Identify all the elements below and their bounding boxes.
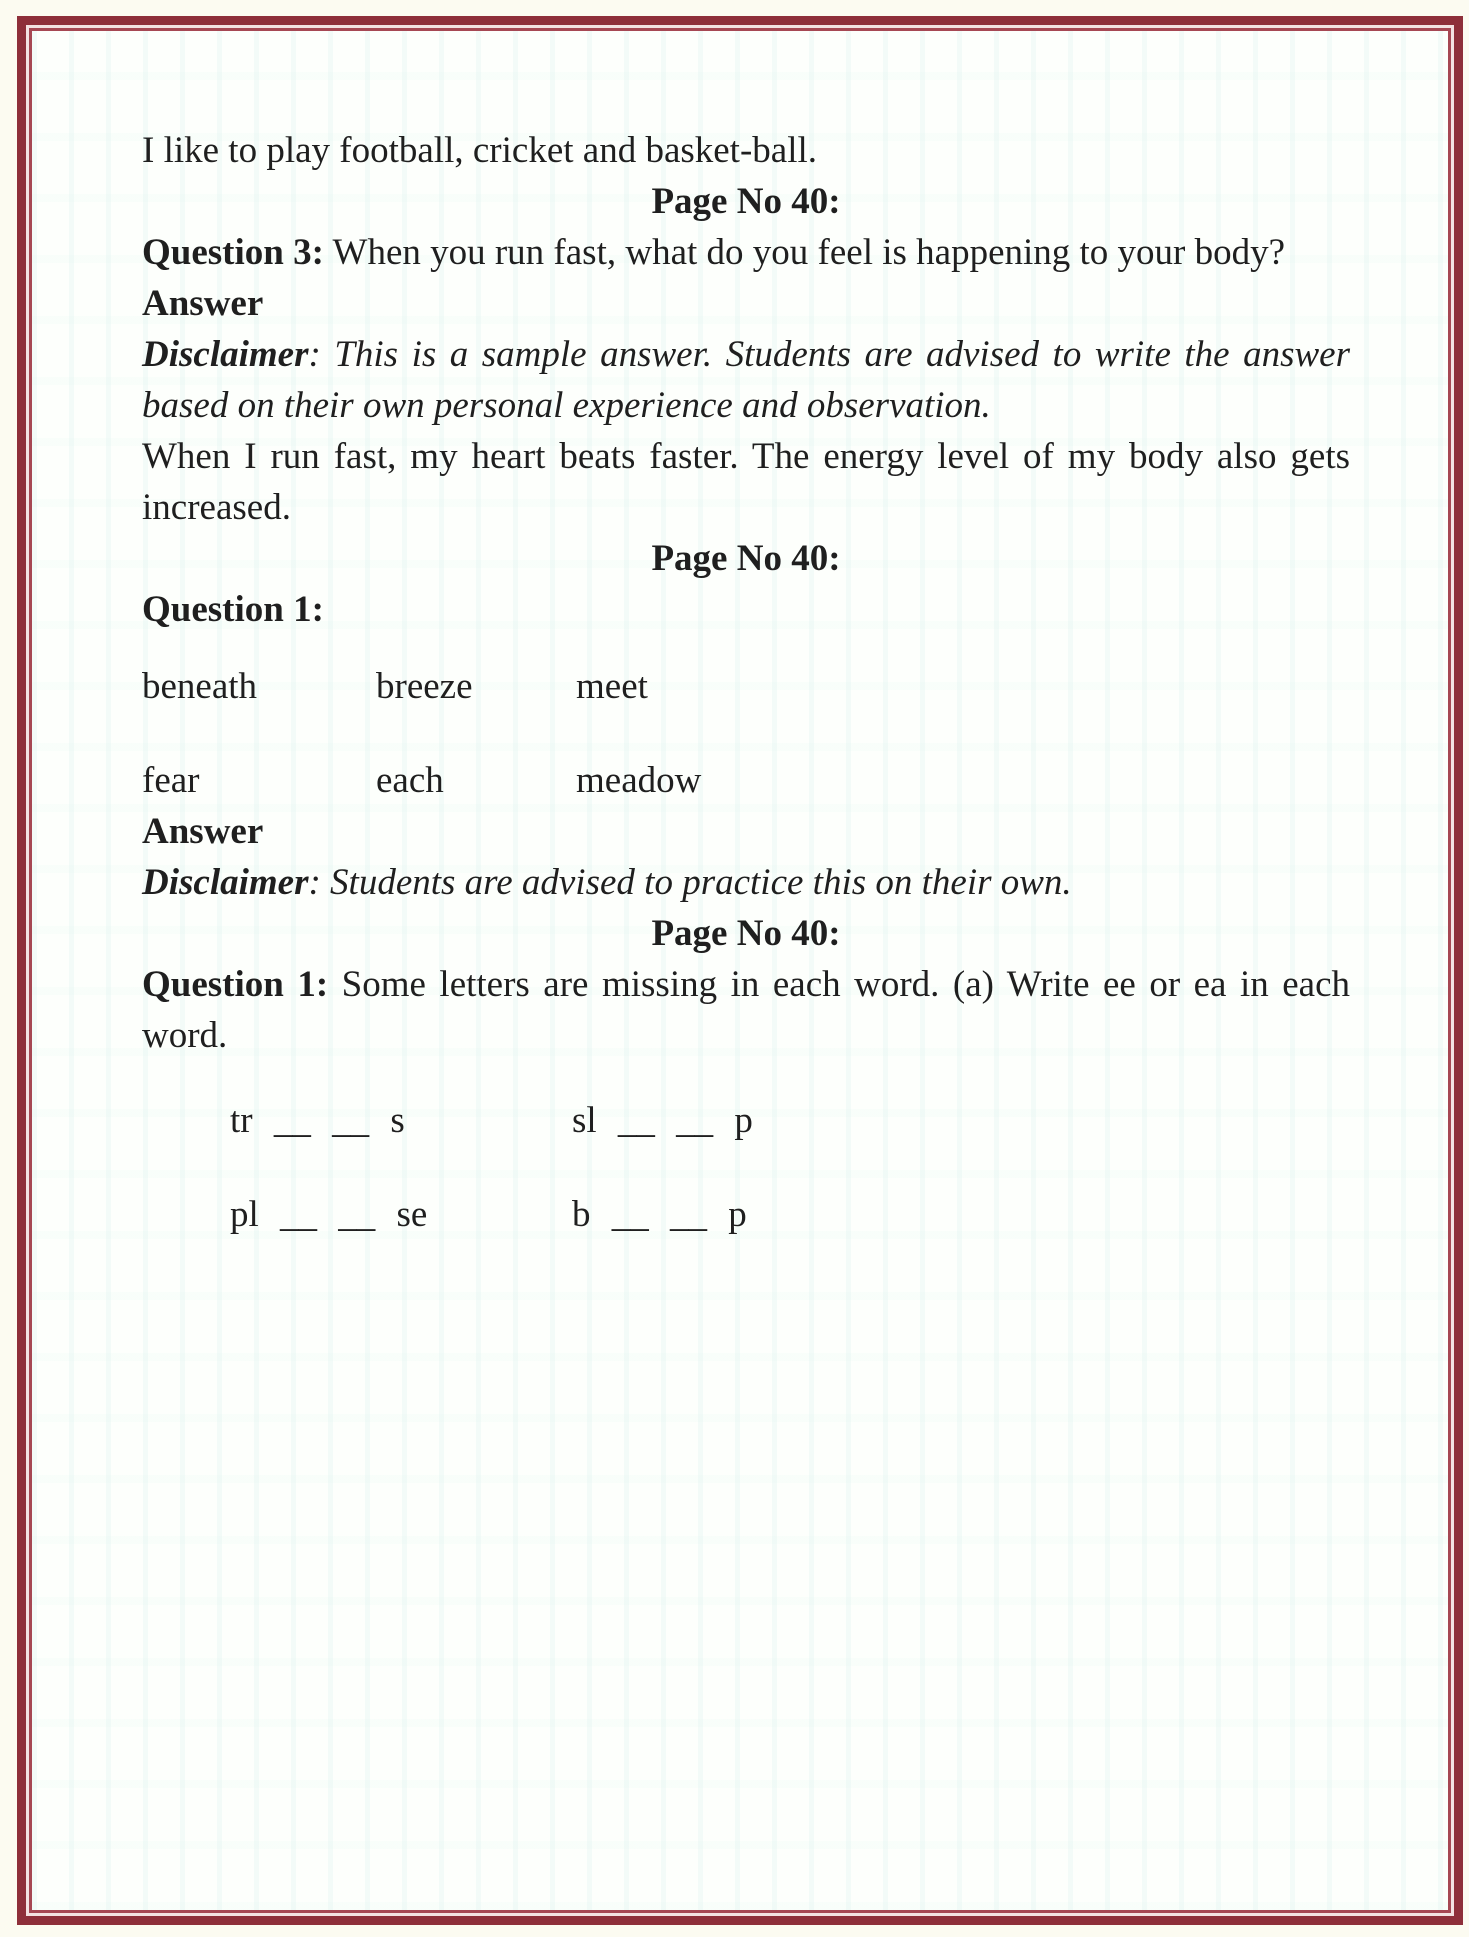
question-1-letters-paragraph — [142, 959, 1350, 1061]
document-content — [32, 31, 1448, 1240]
question-1-letters-label: Question 1: — [142, 964, 329, 1005]
page-number-heading-2: Page No 40: — [651, 538, 841, 579]
page-number-heading-3: Page No 40: — [651, 913, 841, 954]
intro-paragraph: I like to play football, cricket and basket-ball. — [142, 130, 818, 171]
answer-heading-1: Answer — [142, 283, 264, 324]
fill-blank-row-2 — [142, 1189, 1350, 1240]
disclaimer-2-label: Disclaimer — [142, 862, 309, 903]
word-item: fear — [142, 760, 200, 801]
word-item: meadow — [576, 760, 702, 801]
question-3-text: When you run fast, what do you feel is happening to your body? — [323, 232, 1286, 273]
fill-blank-item: pl __ __ se — [230, 1194, 428, 1235]
disclaimer-paragraph-2 — [142, 857, 1350, 908]
fill-blank-item: sl __ __ p — [572, 1100, 753, 1141]
page-border-frame — [17, 16, 1463, 1925]
word-item: beneath — [142, 666, 258, 707]
word-item: each — [376, 760, 444, 801]
question-3-answer-paragraph: When I run fast, my heart beats faster. The energy level of my body also gets increased. — [142, 436, 1350, 528]
word-list-row-1 — [142, 661, 1350, 712]
question-3-paragraph — [142, 227, 1350, 278]
fill-blank-item: tr __ __ s — [230, 1100, 405, 1141]
question-1-words-label: Question 1: — [142, 589, 324, 630]
word-item: breeze — [376, 666, 473, 707]
question-3-label: Question 3: — [142, 232, 324, 273]
disclaimer-2-text: : Students are advised to practice this on their own. — [308, 862, 1072, 903]
word-list-row-2 — [142, 755, 1350, 806]
fill-blank-item: b __ __ p — [572, 1194, 747, 1235]
disclaimer-paragraph-1 — [142, 329, 1350, 431]
page-number-heading-1: Page No 40: — [651, 181, 841, 222]
word-item: meet — [576, 666, 648, 707]
answer-heading-2: Answer — [142, 811, 264, 852]
fill-blank-row-1 — [142, 1095, 1350, 1146]
disclaimer-1-label: Disclaimer — [142, 334, 309, 375]
question-1-letters-text: Some letters are missing in each word. (a) Write ee or ea in each word. — [142, 964, 1350, 1056]
disclaimer-1-text: : This is a sample answer. Students are advised to write the answer based on their own personal experience and observation. — [142, 334, 1350, 426]
page-inner-border — [29, 28, 1451, 1913]
